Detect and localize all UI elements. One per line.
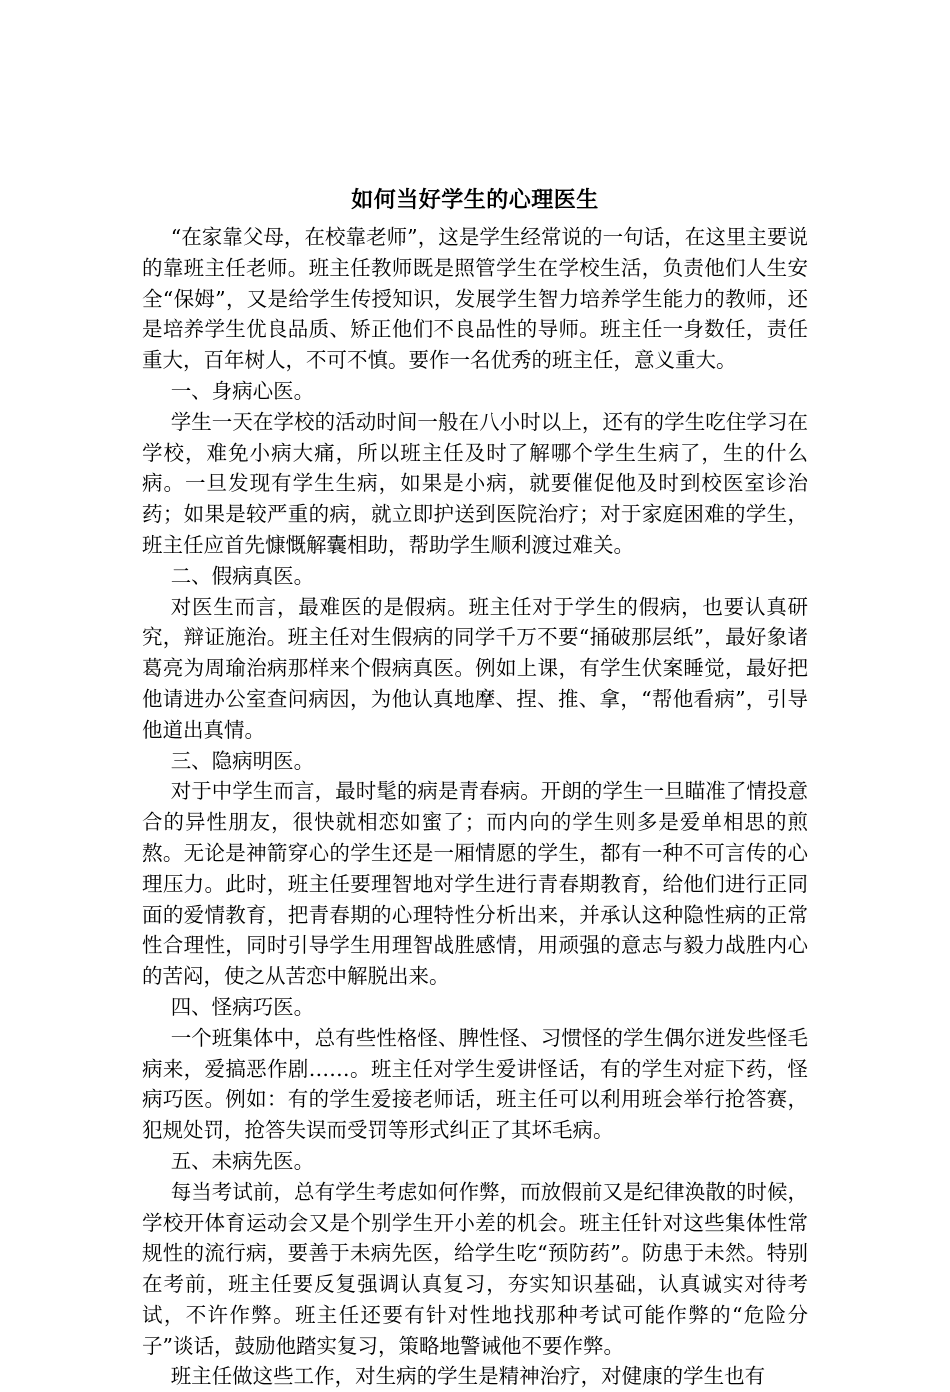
paragraph-section-2: 对医生而言，最难医的是假病。班主任对于学生的假病，也要认真研究，辩证施治。班主任对生假病的同学千万不要“捅破那层纸”，最好象诸葛亮为周瑜治病那样来个假病真医。例如上课，有学生伏案睡觉，最好把他请进办公室查问病因，为他认真地摩、捏、推、拿，“帮他看病”，引导他道出真情。 <box>142 594 808 742</box>
paragraph-section-5: 每当考试前，总有学生考虑如何作弊，而放假前又是纪律涣散的时候，学校开体育运动会又是个别学生开小差的机会。班主任针对这些集体性常规性的流行病，要善于未病先医，给学生吃“预防药”。防患于未然。特别在考前，班主任要反复强调认真复习，夯实知识基础，认真诚实对待考试，不许作弊。班主任还要有针对性地找那种考试可能作弊的“危险分子”谈话，鼓励他踏实复习，策略地警诫他不要作弊。 <box>142 1179 808 1358</box>
section-heading-2: 二、假病真医。 <box>170 563 315 588</box>
section-heading-1: 一、身病心医。 <box>170 378 315 403</box>
paragraph-intro: “在家靠父母，在校靠老师”，这是学生经常说的一句话，在这里主要说的靠班主任老师。班主任教师既是照管学生在学校生活，负责他们人生安全“保姆”，又是给学生传授知识，发展学生智力培养学生能力的教师，还是培养学生优良品质、矫正他们不良品性的导师。班主任一身数任，责任重大，百年树人，不可不慎。要作一名优秀的班主任，意义重大。 <box>142 225 808 373</box>
document-title: 如何当好学生的心理医生 <box>351 187 599 213</box>
section-heading-5: 五、未病先医。 <box>170 1148 315 1173</box>
section-heading-4: 四、怪病巧医。 <box>170 994 315 1019</box>
paragraph-closing: 班主任做这些工作，对生病的学生是精神治疗，对健康的学生也有 <box>170 1364 766 1389</box>
paragraph-section-4: 一个班集体中，总有些性格怪、脾性怪、习惯怪的学生偶尔迸发些怪毛病来，爱搞恶作剧……。班主任对学生爱讲怪话，有的学生对症下药，怪病巧医。例如：有的学生爱接老师话，班主任可以利用班会举行抢答赛，犯规处罚，抢答失误而受罚等形式纠正了其坏毛病。 <box>142 1025 808 1143</box>
document-body <box>142 222 808 1392</box>
section-heading-3: 三、隐病明医。 <box>170 748 315 773</box>
paragraph-section-1: 学生一天在学校的活动时间一般在八小时以上，还有的学生吃住学习在学校，难免小病大痛，所以班主任及时了解哪个学生生病了，生的什么病。一旦发现有学生生病，如果是小病，就要催促他及时到校医室诊治药；如果是较严重的病，就立即护送到医院治疗；对于家庭困难的学生，班主任应首先慷慨解囊相助，帮助学生顺利渡过难关。 <box>142 409 808 557</box>
paragraph-section-3: 对于中学生而言，最时髦的病是青春病。开朗的学生一旦瞄准了情投意合的异性朋友，很快就相恋如蜜了；而内向的学生则多是爱单相思的煎熬。无论是神箭穿心的学生还是一厢情愿的学生，都有一种不可言传的心理压力。此时，班主任要理智地对学生进行青春期教育，给他们进行正同面的爱情教育，把青春期的心理特性分析出来，并承认这种隐性病的正常性合理性，同时引导学生用理智战胜感情，用顽强的意志与毅力战胜内心的苦闷，使之从苦恋中解脱出来。 <box>142 779 808 989</box>
